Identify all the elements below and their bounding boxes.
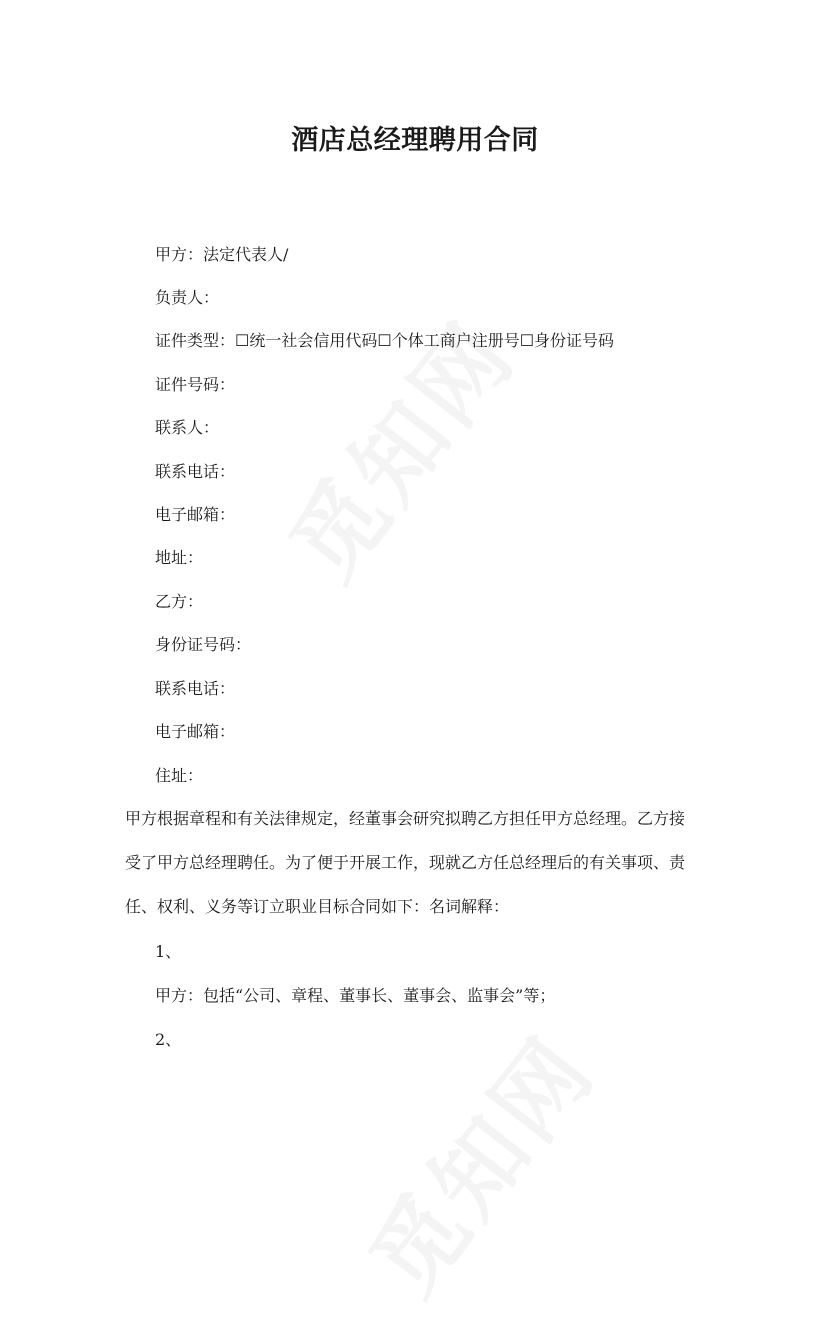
list-item-number: 1、: [155, 942, 182, 961]
definition-party-a: 甲方：包括“公司、章程、董事长、董事会、监事会”等；: [155, 986, 556, 1005]
list-item-number: 2、: [155, 1030, 182, 1049]
body-paragraph-line: 甲方根据章程和有关法律规定，经董事会研究拟聘乙方担任甲方总经理。乙方接: [125, 809, 686, 828]
party-a-id-number: 证件号码：: [155, 375, 236, 394]
body-paragraph-line: 受了甲方总经理聘任。为了便于开展工作，现就乙方任总经理后的有关事项、责: [125, 853, 686, 872]
watermark-text: [350, 1017, 615, 1315]
party-a-address: 地址：: [155, 548, 204, 567]
watermark: [334, 1005, 619, 1317]
document-title: 酒店总经理聘用合同: [291, 125, 539, 156]
party-b-label: 乙方：: [155, 592, 204, 611]
party-a-contact-person: 联系人：: [155, 418, 220, 437]
body-paragraph-line: 任、权利、义务等订立职业目标合同如下：名词解释：: [125, 897, 510, 916]
party-b-phone: 联系电话：: [155, 679, 236, 698]
party-a-id-type: 证件类型：☐统一社会信用代码☐个体工商户注册号☐身份证号码: [155, 331, 615, 350]
party-b-email: 电子邮箱：: [155, 722, 236, 741]
party-a-legal-rep: 甲方：法定代表人/: [155, 245, 289, 264]
party-b-address: 住址：: [155, 766, 204, 785]
party-b-id-number: 身份证号码：: [155, 635, 252, 654]
party-a-phone: 联系电话：: [155, 462, 236, 481]
party-a-email: 电子邮箱：: [155, 505, 236, 524]
party-a-responsible-person: 负责人：: [155, 288, 220, 307]
